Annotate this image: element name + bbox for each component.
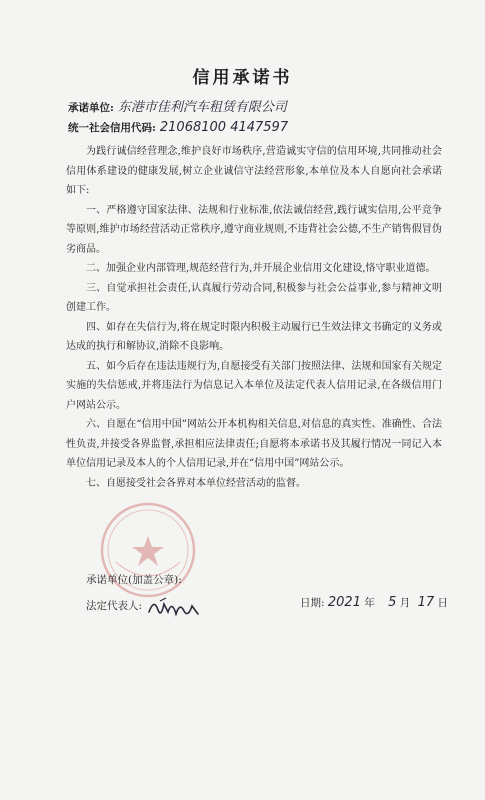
seal-label: 承诺单位(加盖公章): [86, 574, 182, 586]
legal-rep-label: 法定代表人: [86, 600, 143, 612]
paragraph-6: 六、自愿在“信用中国”网站公开本机构相关信息,对信息的真实性、准确性、合法性负责,并接受各界监督,承担相应法律责任;自愿将本承诺书及其履行情况一同记入本单位信用记录及本人的个人信用记录,并在“信用中国”网站公示。 [66, 419, 442, 469]
date-day: 17 [417, 595, 435, 610]
document-title: 信用承诺书 [192, 68, 293, 88]
paragraph-7: 七、自愿接受社会各界对本单位经营活动的监督。 [86, 477, 306, 489]
credit-code-label: 统一社会信用代码: [68, 122, 156, 134]
promisor-label: 承诺单位: [68, 102, 114, 114]
handwritten-signature-icon [146, 592, 202, 620]
credit-code-row [68, 120, 288, 135]
paragraph-3: 三、自觉承担社会责任,认真履行劳动合同,积极参与社会公益事业,参与精神文明创建工作。 [66, 282, 442, 313]
date-day-unit: 日 [437, 597, 449, 609]
date-label: 日期: [300, 597, 325, 609]
paragraph-4: 四、如存在失信行为,将在规定时限内积极主动履行已生效法律文书确定的义务或达成的执行和解协议,消除不良影响。 [66, 321, 442, 352]
date-month-unit: 月 [399, 597, 411, 609]
date-month: 5 [388, 595, 397, 610]
paragraph-5: 五、如今后存在违法违规行为,自愿接受有关部门按照法律、法规和国家有关规定实施的失信惩戒,并将违法行为信息记入本单位及法定代表人信用记录,在各级信用门户网站公示。 [66, 360, 442, 411]
date-row [300, 595, 448, 610]
paragraph-2: 二、加强企业内部管理,规范经营行为,并开展企业信用文化建设,恪守职业道德。 [86, 263, 436, 274]
credit-code-handwritten-value: 21068100 4147597 [159, 120, 289, 135]
promisor-row [68, 96, 287, 115]
paragraph-1: 一、严格遵守国家法律、法规和行业标准,依法诚信经营,践行诚实信用,公平竞争等原则,维护市场经营活动正常秩序,遵守商业规则,不违背社会公德,不生产销售假冒伪劣商品。 [66, 204, 442, 255]
promisor-handwritten-value: 东港市佳利汽车租赁有限公司 [117, 100, 287, 115]
date-year: 2021 [327, 595, 361, 610]
paragraph-intro: 为践行诚信经营理念,维护良好市场秩序,营造诚实守信的信用环境,共同推动社会信用体系建设的健康发展,树立企业诚信守法经营形象,本单位及本人自愿向社会承诺如下: [66, 146, 442, 196]
commitment-body [66, 142, 442, 493]
date-year-unit: 年 [364, 597, 375, 609]
